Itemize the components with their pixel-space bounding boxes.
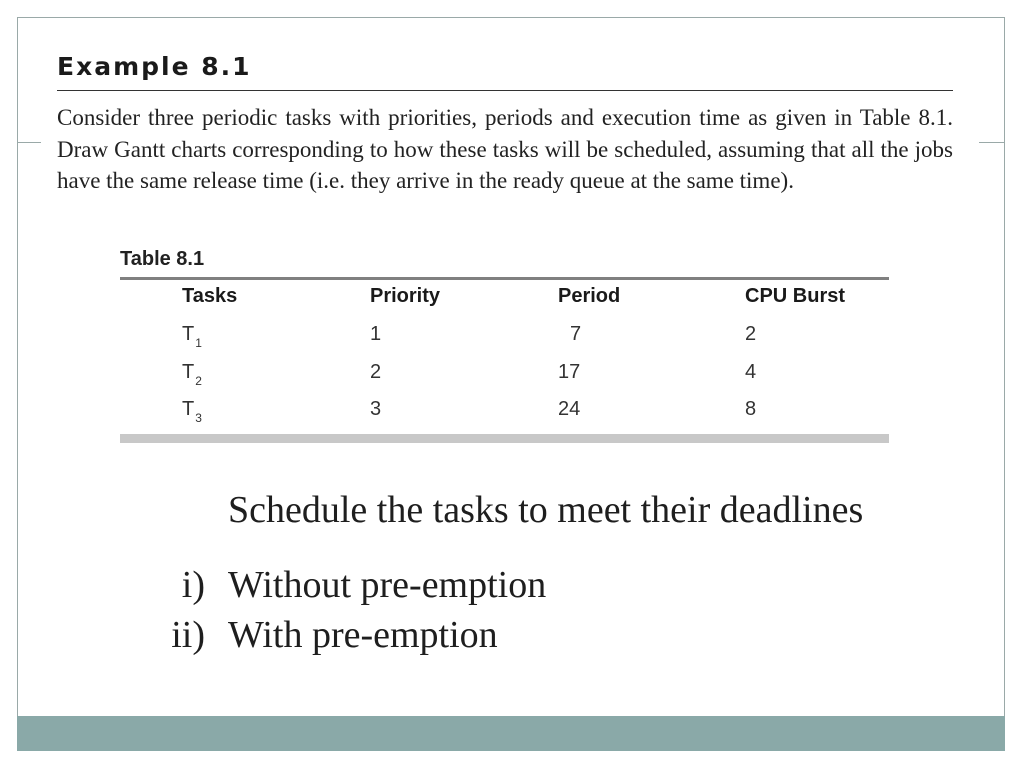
left-edge-line bbox=[17, 142, 41, 143]
task-letter: T bbox=[182, 361, 195, 383]
table-caption: Table 8.1 bbox=[120, 248, 205, 270]
table-row-task bbox=[182, 398, 202, 425]
footer-bar bbox=[17, 716, 1005, 751]
option-number: i) bbox=[181, 564, 205, 606]
task-subscript: 3 bbox=[195, 411, 202, 425]
task-subscript: 2 bbox=[195, 374, 202, 388]
table-row-task bbox=[182, 323, 202, 350]
table-row-task bbox=[182, 361, 202, 388]
table-row-period: 7 bbox=[570, 323, 582, 345]
table-row-burst: 8 bbox=[745, 398, 757, 420]
table-row-period: 24 bbox=[558, 398, 581, 420]
table-row-burst: 2 bbox=[745, 323, 757, 345]
table-top-rule bbox=[120, 277, 889, 280]
table-row-priority: 3 bbox=[370, 398, 382, 420]
task-subscript: 1 bbox=[195, 336, 202, 350]
header-cpu-burst: CPU Burst bbox=[745, 285, 846, 307]
header-tasks: Tasks bbox=[182, 285, 238, 307]
table-row-period: 17 bbox=[558, 361, 581, 383]
header-priority: Priority bbox=[370, 285, 441, 307]
task-letter: T bbox=[182, 398, 195, 420]
table-row-priority: 1 bbox=[370, 323, 382, 345]
heading-rule bbox=[57, 90, 953, 91]
intro-paragraph: Consider three periodic tasks with priorities, periods and execution time as given in Table 8.1. Draw Gantt charts corresponding to how these tasks will be scheduled, assuming that all the jobs have the same release time (i.e. they arrive in the ready queue at the same time). bbox=[57, 105, 953, 193]
table-row-priority: 2 bbox=[370, 361, 382, 383]
table-bottom-rule bbox=[120, 434, 889, 443]
right-edge-line bbox=[979, 142, 1005, 143]
option-text: Without pre-emption bbox=[228, 564, 547, 606]
option-text: With pre-emption bbox=[228, 614, 498, 656]
header-period: Period bbox=[558, 285, 621, 307]
option-number: ii) bbox=[171, 614, 205, 656]
task-letter: T bbox=[182, 323, 195, 345]
table-row-burst: 4 bbox=[745, 361, 757, 383]
example-heading: Example 8.1 bbox=[57, 52, 252, 81]
schedule-title: Schedule the tasks to meet their deadlines bbox=[228, 489, 864, 531]
